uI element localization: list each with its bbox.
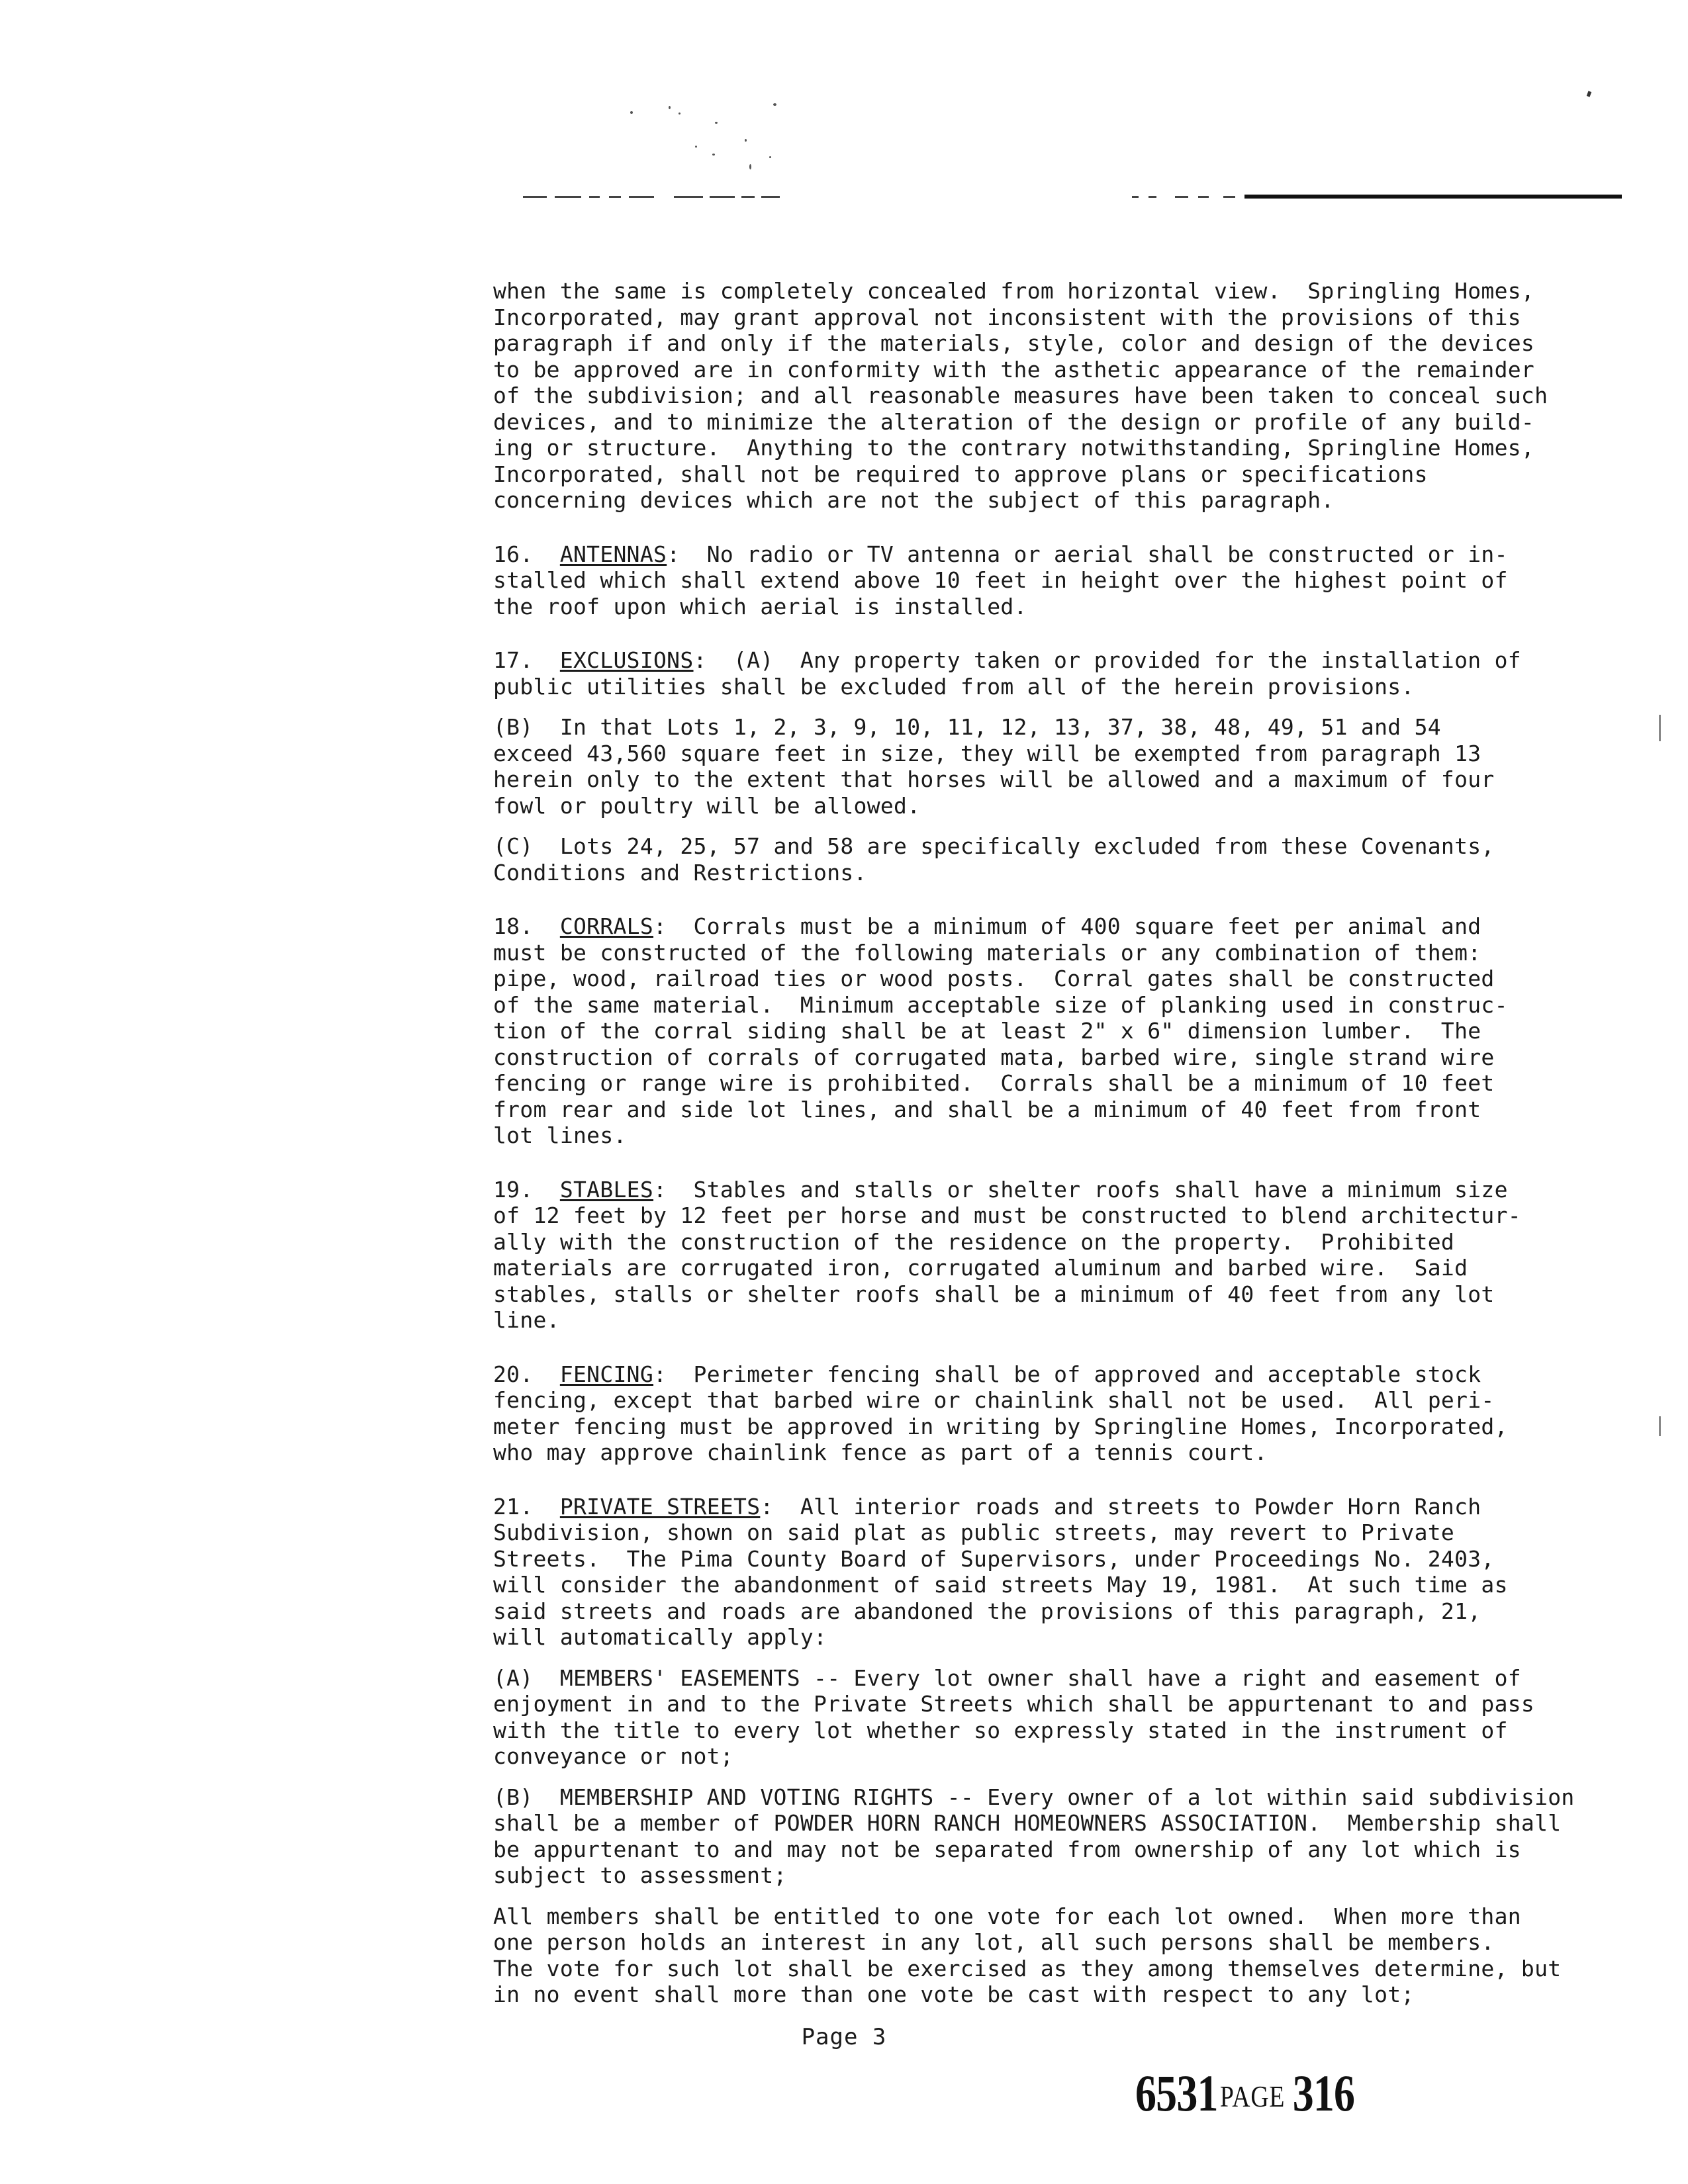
- text-line: with the title to every lot whether so expressly stated in the instrument of: [493, 1717, 1508, 1743]
- top-rule: [523, 196, 1622, 201]
- text-line: will automatically apply:: [493, 1624, 827, 1650]
- text-line: enjoyment in and to the Private Streets which shall be appurtenant to and pass: [493, 1691, 1535, 1717]
- section-heading: PRIVATE STREETS: [559, 1493, 761, 1520]
- section-number: 19.: [493, 1176, 560, 1203]
- text-line: will consider the abandonment of said streets May 19, 1981. At such time as: [493, 1572, 1508, 1598]
- text-line: Streets. The Pima County Board of Supervisors, under Proceedings No. 2403,: [493, 1545, 1495, 1572]
- text-line: fowl or poultry will be allowed.: [493, 792, 921, 819]
- text-line: (C) Lots 24, 25, 57 and 58 are specifically excluded from these Covenants,: [493, 833, 1495, 859]
- section-colon: :: [667, 541, 680, 567]
- section-20-fencing: [493, 1361, 1566, 1466]
- section-heading-line: [493, 1361, 1566, 1388]
- section-colon: :: [653, 1176, 667, 1203]
- text-line: devices, and to minimize the alteration of the design or profile of any build-: [493, 408, 1535, 435]
- section-17-c: [493, 833, 1566, 886]
- text-line: paragraph if and only if the materials, style, color and design of the devices: [493, 330, 1535, 356]
- text-line: The vote for such lot shall be exercised as they among themselves determine, but: [493, 1955, 1562, 1981]
- section-heading: EXCLUSIONS: [559, 647, 694, 673]
- text-line: line.: [493, 1307, 560, 1333]
- text-line: of the subdivision; and all reasonable measures have been taken to conceal such: [493, 383, 1548, 408]
- section-number: 16.: [493, 541, 560, 567]
- text-fragment: All interior roads and streets to Powder Horn Ranch: [773, 1493, 1481, 1520]
- section-number: 18.: [493, 913, 560, 939]
- section-heading: ANTENNAS: [559, 541, 667, 567]
- text-line: (B) MEMBERSHIP AND VOTING RIGHTS -- Every owner of a lot within said subdivision: [493, 1784, 1575, 1810]
- text-line: Incorporated, shall not be required to approve plans or specifications: [493, 461, 1428, 487]
- text-line: lot lines.: [493, 1122, 627, 1148]
- document-body: [493, 278, 1575, 2008]
- text-line: who may approve chainlink fence as part of a tennis court.: [493, 1439, 1268, 1465]
- section-heading: STABLES: [559, 1176, 654, 1203]
- section-colon: :: [760, 1493, 774, 1520]
- text-line: of the same material. Minimum acceptable size of planking used in construc-: [493, 991, 1508, 1018]
- section-19-stables: [493, 1177, 1566, 1334]
- section-colon: :: [653, 913, 667, 939]
- text-line: tion of the corral siding shall be at least 2" x 6" dimension lumber. The: [493, 1018, 1481, 1044]
- text-line: be appurtenant to and may not be separated from ownership of any lot which is: [493, 1836, 1521, 1862]
- text-line: ally with the construction of the residence on the property. Prohibited: [493, 1228, 1455, 1255]
- text-line: one person holds an interest in any lot, all such persons shall be members.: [493, 1929, 1495, 1955]
- section-heading-line: [493, 541, 1566, 568]
- text-line: stalled which shall extend above 10 feet in height over the highest point of: [493, 567, 1508, 593]
- scan-mark: [1587, 91, 1591, 97]
- section-18-corrals: [493, 913, 1566, 1149]
- text-line: of 12 feet by 12 feet per horse and must be constructed to blend architectur-: [493, 1203, 1521, 1228]
- paragraph-intro: [493, 278, 1566, 514]
- section-heading: FENCING: [559, 1361, 654, 1387]
- text-line: Incorporated, may grant approval not inconsistent with the provisions of this: [493, 304, 1521, 330]
- section-21-a-easements: [493, 1665, 1566, 1770]
- text-line: shall be a member of POWDER HORN RANCH HOMEOWNERS ASSOCIATION. Membership shall: [493, 1810, 1562, 1836]
- section-number: 20.: [493, 1361, 560, 1387]
- text-line: exceed 43,560 square feet in size, they will be exempted from paragraph 13: [493, 740, 1481, 766]
- section-heading: CORRALS: [559, 913, 654, 939]
- text-line: ing or structure. Anything to the contrary notwithstanding, Springline Homes,: [493, 435, 1535, 461]
- text-line: (A) MEMBERS' EASEMENTS -- Every lot owner shall have a right and easement of: [493, 1664, 1521, 1691]
- section-colon: :: [693, 647, 707, 673]
- section-heading-line: [493, 647, 1566, 674]
- text-line: meter fencing must be approved in writing by Springline Homes, Incorporated,: [493, 1413, 1508, 1439]
- text-line: from rear and side lot lines, and shall be a minimum of 40 feet from front: [493, 1096, 1481, 1122]
- section-16-antennas: [493, 541, 1566, 620]
- page-number-label: Page 3: [801, 2024, 887, 2050]
- section-17-b: [493, 714, 1566, 819]
- text-line: materials are corrugated iron, corrugated aluminum and barbed wire. Said: [493, 1255, 1468, 1281]
- text-line: the roof upon which aerial is installed.: [493, 593, 1027, 619]
- text-line: concerning devices which are not the subject of this paragraph.: [493, 487, 1335, 513]
- section-21-b-membership: [493, 1784, 1575, 1889]
- text-line: All members shall be entitled to one vote for each lot owned. When more than: [493, 1903, 1521, 1929]
- text-fragment: Corrals must be a minimum of 400 square feet per animal and: [667, 913, 1481, 939]
- scan-specks: [596, 93, 861, 192]
- section-17-exclusions: [493, 647, 1566, 700]
- text-line: conveyance or not;: [493, 1743, 734, 1769]
- recording-stamp: [1135, 2064, 1354, 2123]
- text-fragment: Perimeter fencing shall be of approved and acceptable stock: [667, 1361, 1481, 1387]
- text-line: fencing or range wire is prohibited. Corrals shall be a minimum of 10 feet: [493, 1070, 1495, 1096]
- text-line: construction of corrals of corrugated mata, barbed wire, single strand wire: [493, 1044, 1495, 1070]
- text-line: subject to assessment;: [493, 1862, 787, 1888]
- text-line: herein only to the extent that horses will be allowed and a maximum of four: [493, 766, 1495, 792]
- recorded-page-number: 316: [1292, 2064, 1355, 2122]
- margin-mark: [1659, 1416, 1661, 1436]
- text-line: Conditions and Restrictions.: [493, 859, 867, 886]
- section-heading-line: [493, 1177, 1566, 1203]
- section-heading-line: [493, 1494, 1566, 1520]
- docket-number: 6531: [1135, 2064, 1218, 2122]
- text-line: to be approved are in conformity with the asthetic appearance of the remainder: [493, 356, 1535, 383]
- text-line: (B) In that Lots 1, 2, 3, 9, 10, 11, 12, 13, 37, 38, 48, 49, 51 and 54: [493, 714, 1441, 740]
- text-fragment: Stables and stalls or shelter roofs shall have a minimum size: [667, 1176, 1508, 1203]
- text-line: pipe, wood, railroad ties or wood posts. Corral gates shall be constructed: [493, 966, 1495, 991]
- section-21-voting: [493, 1903, 1566, 2008]
- text-fragment: (A) Any property taken or provided for the installation of: [706, 647, 1521, 673]
- section-colon: :: [653, 1361, 667, 1387]
- text-fragment: No radio or TV antenna or aerial shall be constructed or in-: [680, 541, 1508, 567]
- text-line: said streets and roads are abandoned the provisions of this paragraph, 21,: [493, 1598, 1481, 1624]
- section-number: 17.: [493, 647, 560, 673]
- text-line: Subdivision, shown on said plat as public streets, may revert to Private: [493, 1520, 1455, 1545]
- section-number: 21.: [493, 1493, 560, 1520]
- margin-mark: [1659, 715, 1661, 741]
- text-line: public utilities shall be excluded from all of the herein provisions.: [493, 673, 1415, 700]
- text-line: fencing, except that barbed wire or chainlink shall not be used. All peri-: [493, 1387, 1495, 1413]
- text-line: when the same is completely concealed from horizontal view. Springling Homes,: [493, 278, 1535, 304]
- text-line: in no event shall more than one vote be cast with respect to any lot;: [493, 1981, 1415, 2007]
- section-heading-line: [493, 913, 1566, 940]
- page-word: PAGE: [1219, 2079, 1286, 2113]
- section-21-private-streets: [493, 1494, 1566, 1651]
- text-line: stables, stalls or shelter roofs shall be a minimum of 40 feet from any lot: [493, 1281, 1495, 1307]
- text-line: must be constructed of the following materials or any combination of them:: [493, 939, 1481, 966]
